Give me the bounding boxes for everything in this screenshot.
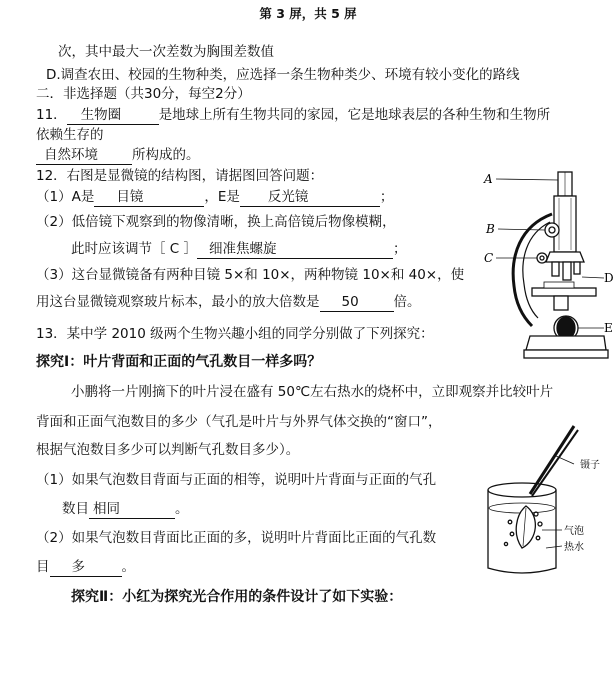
q11-number: 11． (36, 107, 67, 123)
exp1-title: 探究Ⅰ：叶片背面和正面的气孔数目一样多吗？ (36, 354, 322, 370)
q12-2b-prefix: 此时应该调节［ C ］ (71, 241, 198, 257)
exp1-q2b (36, 558, 135, 577)
q11-answer: 生物圈 (67, 106, 159, 125)
microscope-diagram (480, 166, 614, 368)
question-12: 12．右图是显微镜的结构图，请据图回答问题： (36, 168, 324, 184)
label-b: B (486, 222, 495, 236)
q12-3b-answer: 50 (320, 293, 394, 312)
label-tweezers: 镊子 (580, 460, 600, 471)
q12-1-prefix: （1）A是 (36, 189, 95, 205)
section-heading: 二．非选择题（共30分，每空2分） (36, 86, 251, 102)
exp1-q2: （2）如果气泡数目背面比正面的多，说明叶片背面比正面的气孔数 (36, 530, 437, 546)
exp1-q2b-end: 。 (121, 559, 135, 575)
body-tube-shape (554, 196, 576, 252)
q12-part-2b (71, 240, 407, 259)
q12-3b-prefix: 用这台显微镜观察玻片标本，最小的放大倍数是 (36, 294, 320, 310)
question-11 (36, 106, 550, 125)
q12-3b-end: 倍。 (393, 294, 421, 310)
label-e: E (604, 321, 613, 335)
label-d: D (604, 271, 614, 285)
q12-part-3: （3）这台显微镜备有两种目镜 5×和 10×，两种物镜 10×和 40×，使 (36, 267, 465, 283)
exp1-q1b (62, 500, 189, 519)
q12-1-answer-a: 目镜 (94, 188, 204, 207)
q12-1-mid: ，E是 (204, 189, 240, 205)
label-c: C (484, 251, 494, 265)
beaker-diagram (482, 422, 610, 582)
exp1-q2b-prefix: 目 (36, 559, 50, 575)
exp1-para-2: 背面和正面气泡数目的多少（气孔是叶片与外界气体交换的“窗口”， (36, 414, 442, 430)
q12-1-end: ； (379, 189, 394, 205)
q11-line-3 (36, 146, 200, 165)
q12-part-2: （2）低倍镜下观察到的物像清晰，换上高倍镜后物像模糊， (36, 214, 396, 230)
q11-answer-2: 自然环境 (36, 146, 132, 165)
q11-end: 所构成的。 (132, 147, 200, 163)
question-13: 13．某中学 2010 级两个生物兴趣小组的同学分别做了下列探究： (36, 326, 434, 342)
exp1-q1b-end: 。 (175, 501, 189, 517)
q12-part-3b (36, 293, 421, 312)
label-hot-water: 热水 (564, 542, 584, 553)
q12-part-1 (36, 188, 393, 207)
q12-2b-answer: 细准焦螺旋 (197, 240, 393, 259)
text-line-1: 次，其中最大一次差数为胸围差数值 (58, 44, 274, 60)
q12-1-answer-e: 反光镜 (240, 188, 380, 207)
q11-text: 是地球上所有生物共同的家园，它是地球表层的各种生物和生物所 (158, 107, 551, 123)
exp2-title: 探究Ⅱ：小红为探究光合作用的条件设计了如下实验： (71, 589, 403, 605)
exp1-para-1: 小鹏将一片刚摘下的叶片浸在盛有 50℃左右热水的烧杯中，立即观察并比较叶片 (71, 384, 554, 400)
exp1-q2-answer: 多 (50, 558, 122, 577)
label-bubbles: 气泡 (564, 526, 584, 537)
exp1-q1: （1）如果气泡数目背面与正面的相等，说明叶片背面与正面的气孔 (36, 472, 437, 488)
option-d: D.调查农田、校园的生物种类，应选择一条生物种类少、环境有较小变化的路线 (46, 67, 520, 83)
q11-line-2: 依赖生存的 (36, 127, 104, 143)
exp1-q1-answer: 相同 (89, 500, 175, 519)
label-a: A (484, 172, 493, 186)
exp1-q1b-prefix: 数目 (62, 501, 89, 517)
exp1-para-3: 根据气泡数目多少可以判断气孔数目多少）。 (36, 442, 300, 458)
page-header: 第 3 屏，共 5 屏 (259, 6, 357, 21)
q12-2b-end: ； (393, 241, 407, 257)
